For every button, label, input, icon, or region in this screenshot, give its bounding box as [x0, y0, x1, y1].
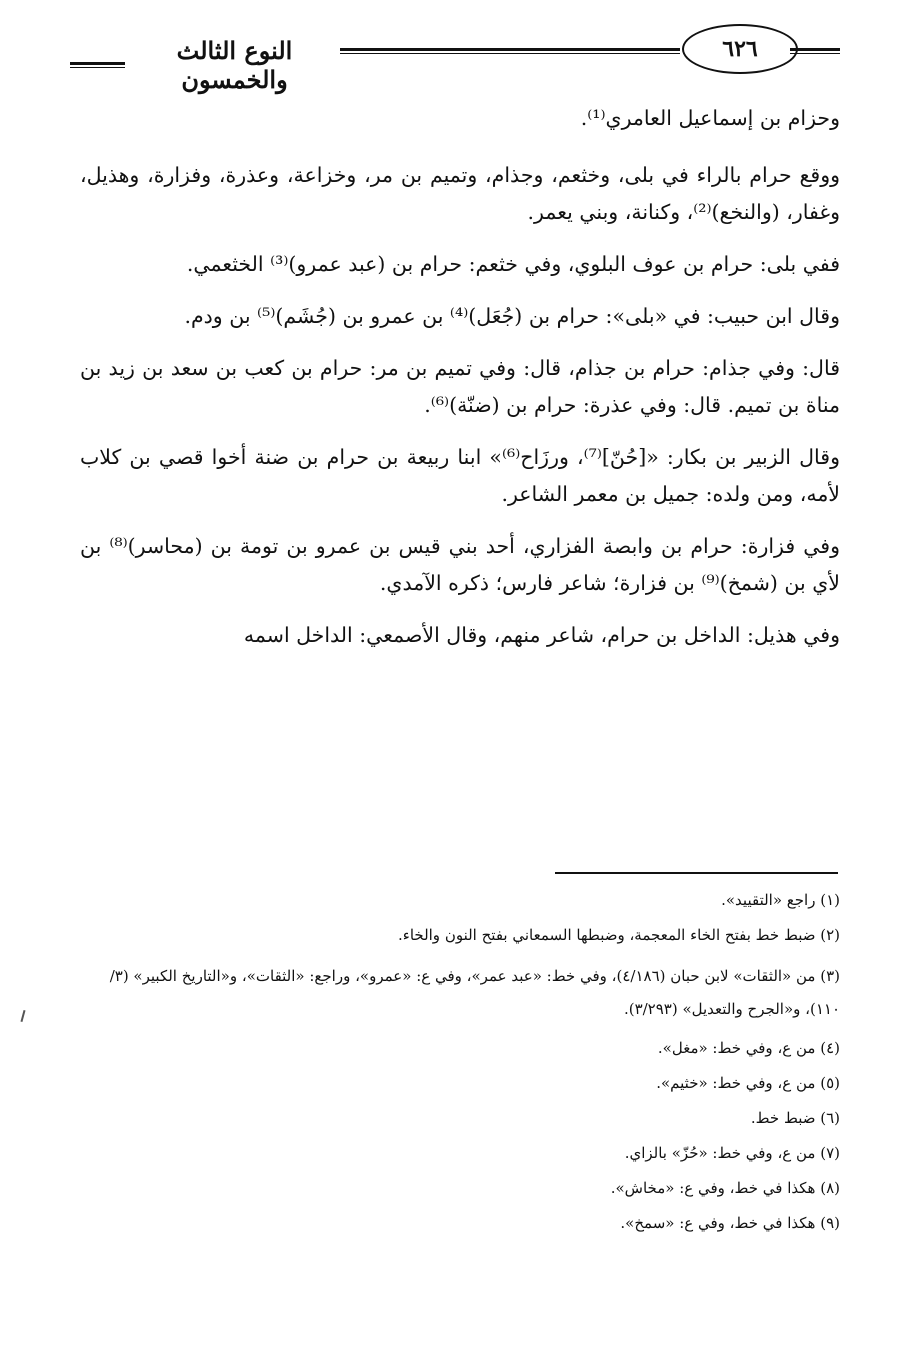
- paragraph: ووقع حرام بالراء في بلى، وخثعم، وجذام، وتميم بن مر، وخزاعة، وعذرة، وفزارة، وهذيل، وغفار، (والنخع)⁽²⁾، وكنانة، وبني يعمر.: [80, 163, 840, 224]
- paragraph: وفي فزارة: حرام بن وابصة الفزاري، أحد بني قيس بن عمرو بن تومة بن (محاسر)⁽⁸⁾ بن لأي بن (شمخ)⁽⁹⁾ بن فزارة؛ شاعر فارس؛ ذكره الآمدي.: [80, 534, 840, 595]
- main-text: [80, 100, 840, 669]
- footnote: (٥) من ع، وفي خط: «خثيم».: [656, 1074, 840, 1092]
- header-rule-left: [70, 62, 125, 68]
- footnote: (٧) من ع، وفي خط: «حُزّ» بالزاي.: [624, 1144, 840, 1162]
- paragraph: وقال ابن حبيب: في «بلى»: حرام بن (جُعَل)⁽⁴⁾ بن عمرو بن (جُشَم)⁽⁵⁾ بن ودم.: [184, 304, 840, 328]
- paragraph: وقال الزبير بن بكار: «[حُنّ]⁽⁷⁾، ورزَاح⁽⁶⁾» ابنا ربيعة بن حرام بن ضنة أخوا قصي بن كلاب لأمه، ومن ولده: جميل بن معمر الشاعر.: [80, 445, 840, 506]
- header-rule-middle: [340, 48, 680, 54]
- footnote: (٨) هكذا في خط، وفي ع: «مخاش».: [610, 1179, 840, 1197]
- footnote: (٤) من ع، وفي خط: «مغل».: [657, 1039, 840, 1057]
- footnote: (٣) من «الثقات» لابن حبان (٤/١٨٦)، وفي خط: «عبد عمر»، وفي ع: «عمرو»، وراجع: «الثقات»، و«التاريخ الكبير» (٣/ ١١٠)، و«الجرح والتعديل» (٣/٢٩٣).: [109, 967, 840, 1018]
- footnote: (٢) ضبط خط بفتح الخاء المعجمة، وضبطها السمعاني بفتح النون والخاء.: [398, 926, 840, 944]
- paragraph: قال: وفي جذام: حرام بن جذام، قال: وفي تميم بن مر: حرام بن كعب بن سعد بن زيد بن مناة بن تميم. قال: وفي عذرة: حرام بن (ضنّة)⁽⁶⁾.: [80, 356, 840, 417]
- running-title: النوع الثالث والخمسون: [176, 36, 293, 94]
- footnote: (٩) هكذا في خط، وفي ع: «سمخ».: [620, 1214, 840, 1232]
- scan-mark: [20, 1010, 25, 1022]
- footnotes: [80, 890, 840, 1248]
- footnote: (١) راجع «التقييد».: [721, 891, 840, 909]
- page-number: ٦٢٦: [682, 24, 798, 74]
- paragraph: وحزام بن إسماعيل العامري⁽¹⁾.: [580, 106, 840, 130]
- page-header: [70, 22, 840, 94]
- paragraph: وفي هذيل: الداخل بن حرام، شاعر منهم، وقال الأصمعي: الداخل اسمه: [243, 623, 840, 647]
- footnote-separator: [555, 872, 838, 874]
- footnote: (٦) ضبط خط.: [750, 1109, 840, 1127]
- paragraph: ففي بلى: حرام بن عوف البلوي، وفي خثعم: حرام بن (عبد عمرو)⁽³⁾ الخثعمي.: [186, 252, 840, 276]
